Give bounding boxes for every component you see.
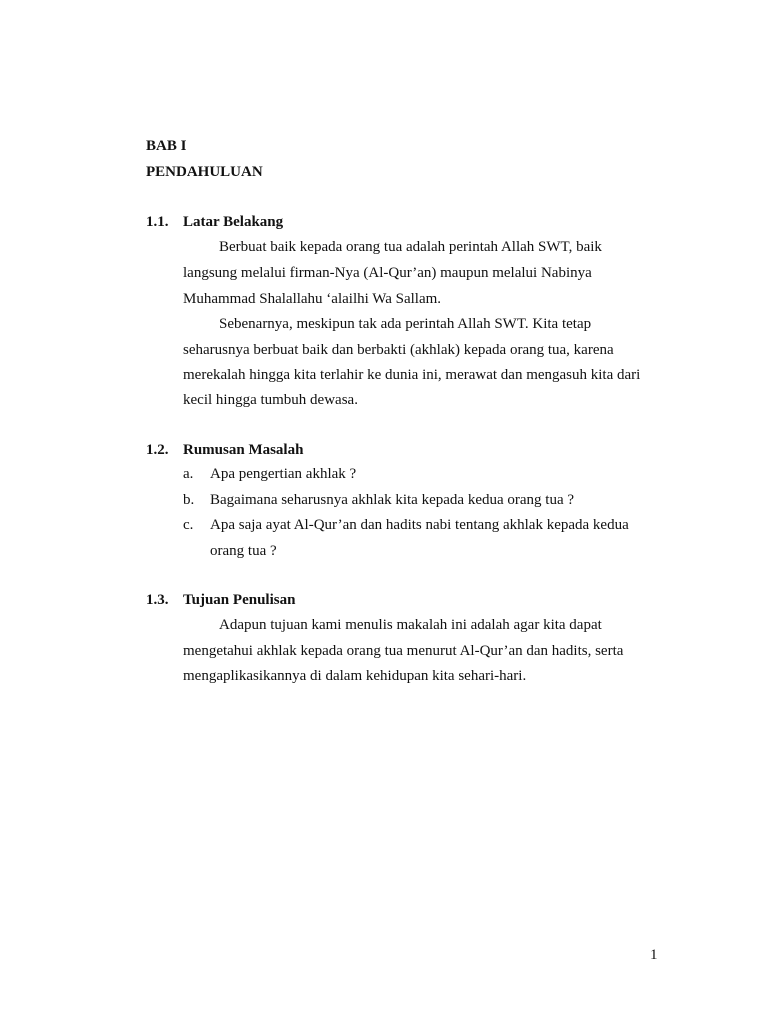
section-title: Rumusan Masalah [183,442,304,458]
paragraph-line: Adapun tujuan kami menulis makalah ini adalah agar kita dapat [219,617,602,633]
section-number: 1.1. [146,214,169,230]
chapter-title: PENDAHULUAN [146,164,263,180]
page-number: 1 [650,947,658,963]
paragraph-line: mengaplikasikannya di dalam kehidupan kita sehari-hari. [183,668,527,684]
paragraph-line: Berbuat baik kepada orang tua adalah perintah Allah SWT, baik [219,239,602,255]
list-item: Bagaimana seharusnya akhlak kita kepada kedua orang tua ? [210,492,575,508]
list-item-label: a. [183,466,194,482]
list-item-label: b. [183,492,195,508]
list-item: Apa saja ayat Al-Qur’an dan hadits nabi tentang akhlak kepada kedua [210,517,629,533]
paragraph-line: Muhammad Shalallahu ‘alailhi Wa Sallam. [183,291,442,307]
paragraph-line: langsung melalui firman-Nya (Al-Qur’an) maupun melalui Nabinya [183,265,592,281]
paragraph-line: Sebenarnya, meskipun tak ada perintah Allah SWT. Kita tetap [219,316,592,332]
section-title: Tujuan Penulisan [183,592,296,608]
paragraph-line: mengetahui akhlak kepada orang tua menurut Al-Qur’an dan hadits, serta [183,643,624,659]
paragraph-line: kecil hingga tumbuh dewasa. [183,392,358,408]
list-item-label: c. [183,517,194,533]
section-number: 1.3. [146,592,169,608]
list-item: Apa pengertian akhlak ? [210,466,357,482]
list-item-continuation: orang tua ? [210,543,277,559]
section-number: 1.2. [146,442,169,458]
paragraph-line: seharusnya berbuat baik dan berbakti (akhlak) kepada orang tua, karena [183,342,614,358]
section-title: Latar Belakang [183,214,284,230]
chapter-label: BAB I [146,138,187,154]
paragraph-line: merekalah hingga kita terlahir ke dunia ini, merawat dan mengasuh kita dari [183,367,641,383]
